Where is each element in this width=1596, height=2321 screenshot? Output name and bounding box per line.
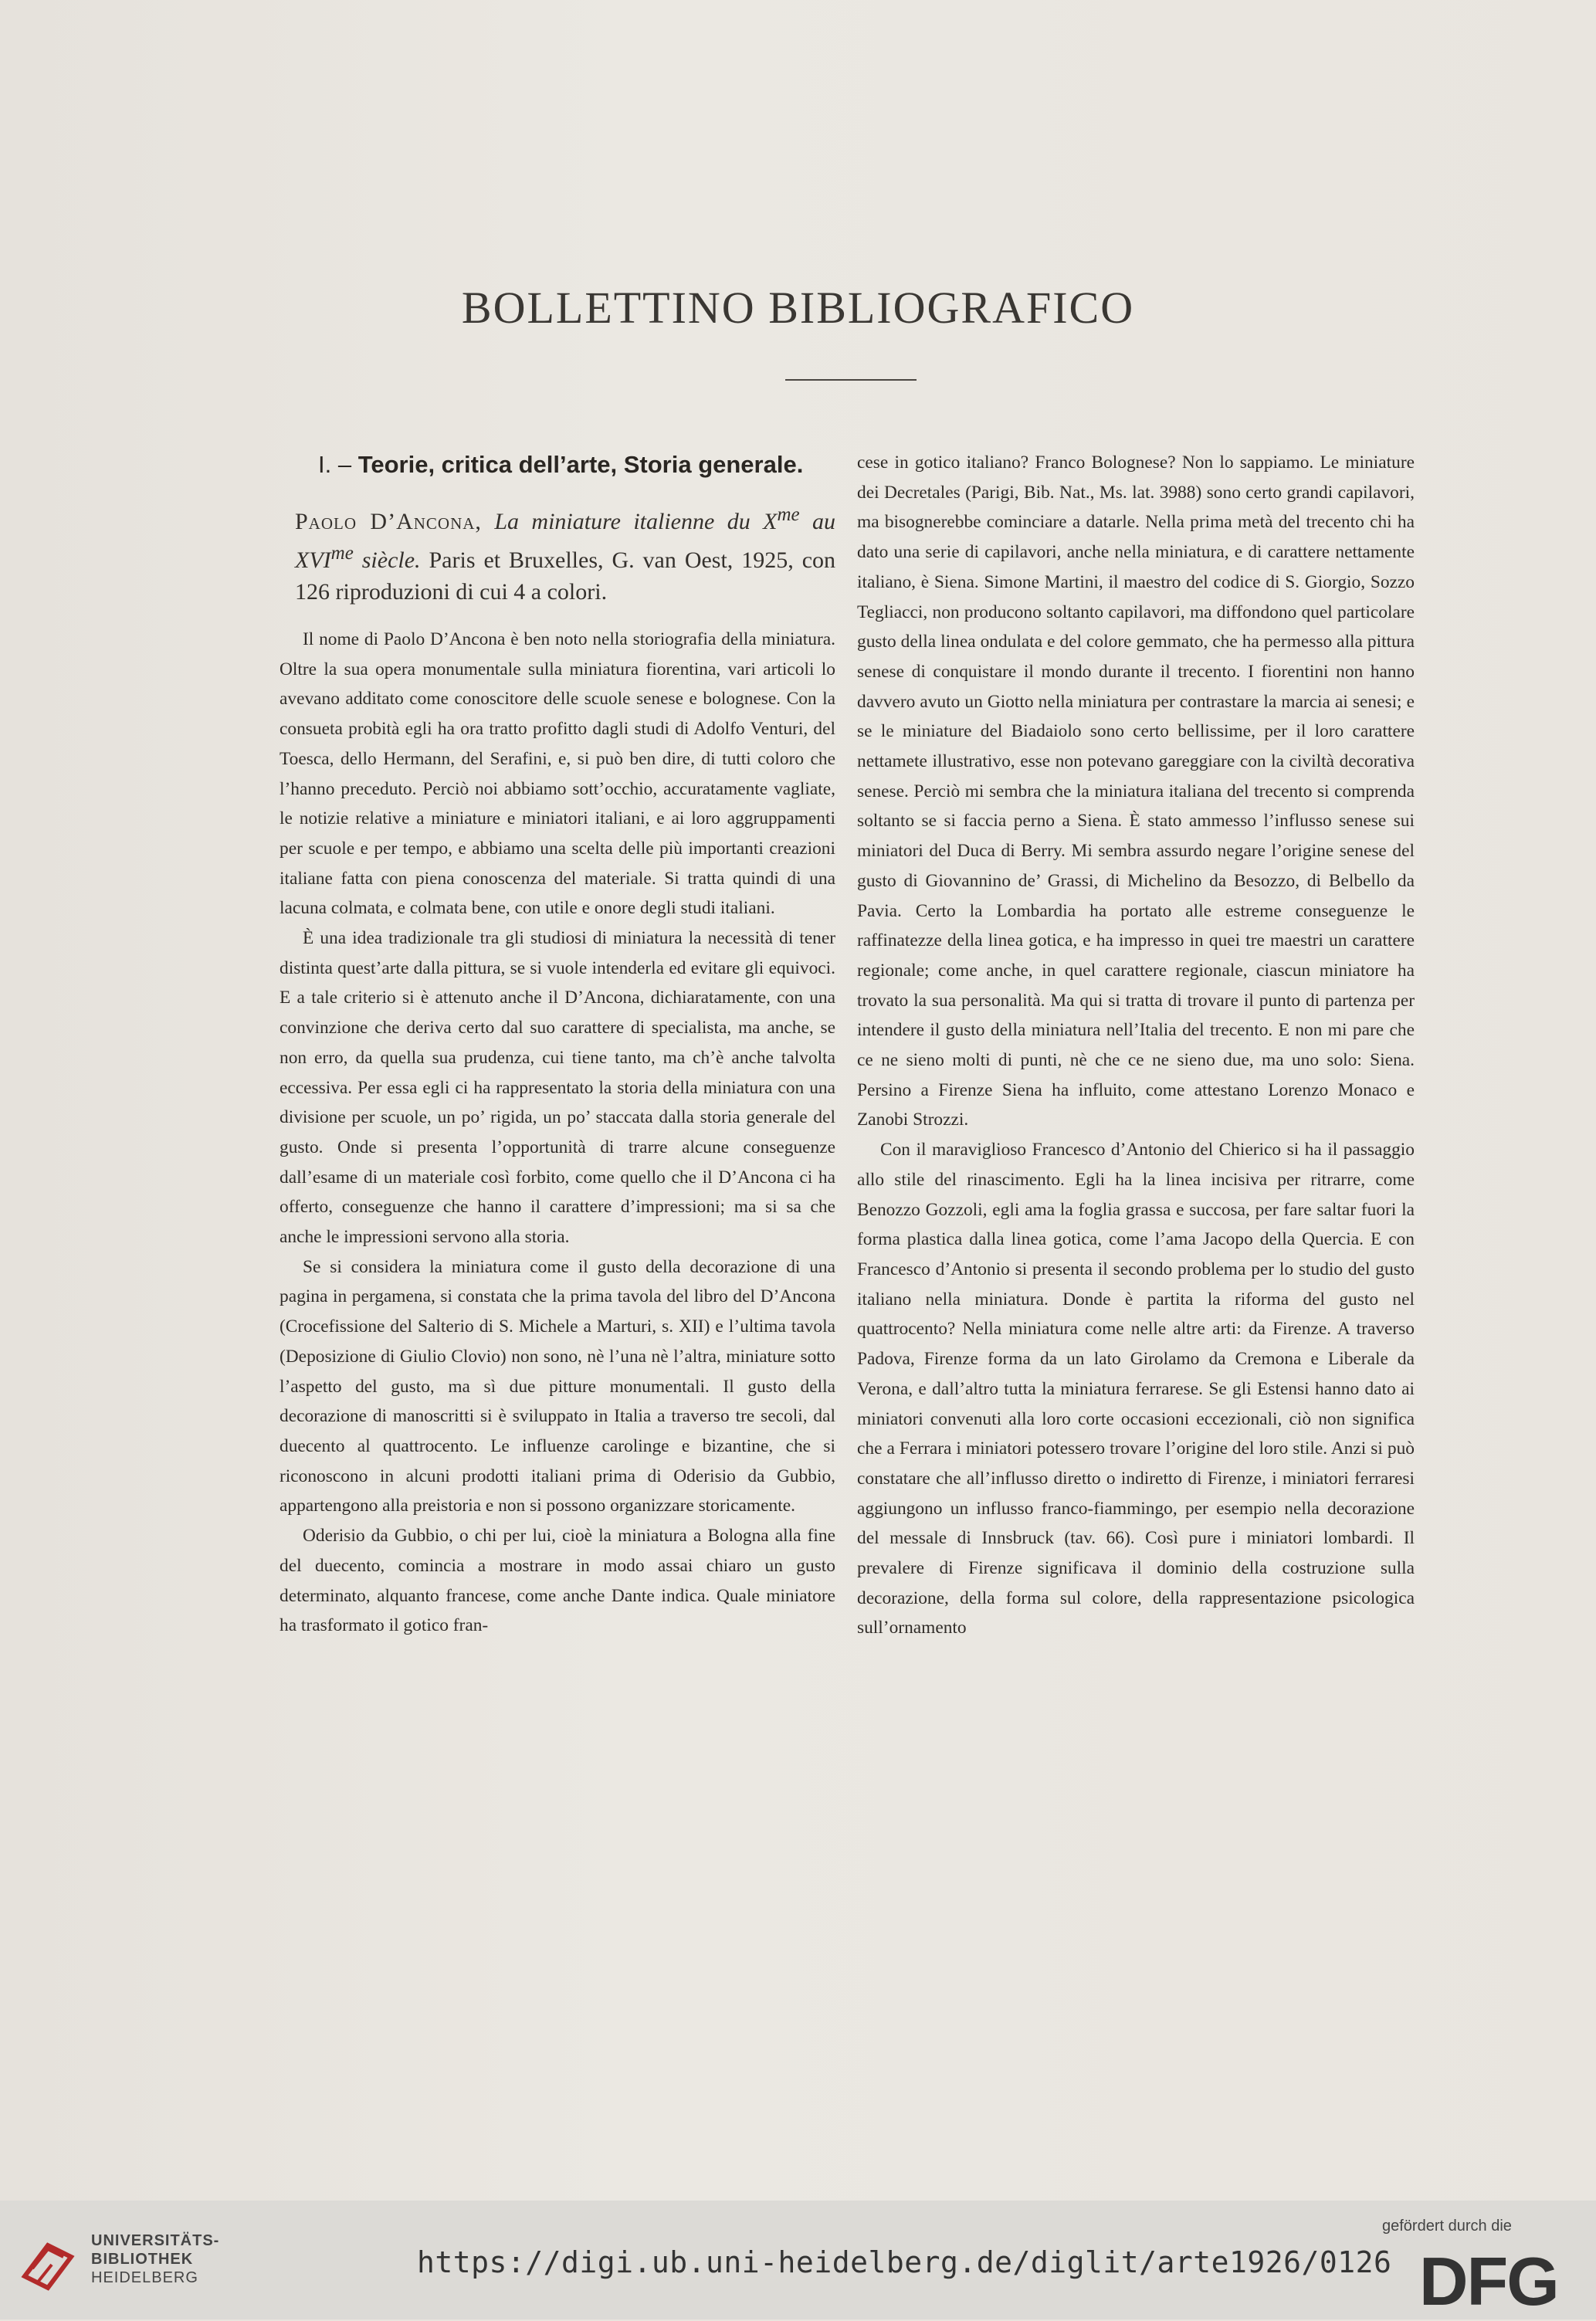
entry-title-sup2: me — [330, 543, 354, 564]
entry-title-part2: au XVI — [295, 509, 836, 573]
entry-title-part3: siècle. — [361, 547, 421, 573]
entry-title-part1: La miniature italienne du X — [494, 509, 778, 534]
bibliographic-entry — [295, 499, 835, 608]
entry-publication: Paris et Bruxelles, G. van Oest, 1925, con 126 riproduzioni di cui 4 a colori. — [295, 547, 836, 605]
entry-title-sup1: me — [777, 504, 800, 525]
library-name — [91, 2231, 219, 2287]
right-column — [857, 448, 1415, 1643]
library-line-2: BIBLIOTHEK — [91, 2251, 194, 2268]
library-line-3: HEIDELBERG — [91, 2269, 198, 2286]
title-divider — [785, 379, 917, 381]
left-column — [280, 448, 835, 1641]
section-title: Teorie, critica dell’arte, Storia generale. — [357, 451, 804, 478]
section-number: I. – — [318, 451, 352, 478]
entry-author: Paolo D’Ancona, — [295, 509, 482, 534]
left-paragraph-4: Oderisio da Gubbio, o chi per lui, cioè la miniatura a Bologna alla fine del duecento, comincia a mostrare in modo assai chiaro un gusto determinato, alquanto francese, come anche Dante indica. Quale miniatore ha trasformato il gotico fran- — [280, 1526, 835, 1636]
permalink-url[interactable]: https://digi.ub.uni-heidelberg.de/diglit/arte1926/0126 — [417, 2245, 1392, 2279]
left-paragraph-3: Se si considera la miniatura come il gusto della decorazione di una pagina in pergamena, si constata che la prima tavola del libro del D’Ancona (Crocefissione del Salterio di S. Michele a Marturi, s. XII) e l’ultima tavola (Deposizione di Giulio Clovio) non sono, nè l’una nè l’altra, miniature sotto l’aspetto del gusto, ma sì due pitture monumentali. Il gusto della decorazione di manoscritti si è sviluppato in Italia a traverso tre secoli, dal duecento al quattrocento. Le influenze carolinge e bizantine, che si riconoscono in alcuni prodotti italiani prima di Oderisio da Gubbio, appartengono alla preistoria e non si possono organizzare storicamente. — [280, 1256, 835, 1516]
dfg-logo: DFG — [1419, 2243, 1558, 2319]
funding-caption: gefördert durch die — [1382, 2218, 1512, 2235]
left-paragraph-2: È una idea tradizionale tra gli studiosi di miniatura la necessità di tener distinta quest’arte dalla pittura, se si vuole intenderla ed evitare gli equivoci. E a tale criterio si è attenuto anche il D’Ancona, dichiaratamente, con una convinzione che deriva certo dal suo carattere di specialista, ma anche, se non erro, da quella sua prudenza, cui tiene tanto, ma ch’è anche talvolta eccessiva. Per essa egli ci ha rappresentato la storia della miniatura con una divisione per scuole, un po’ rigida, un po’ staccata dalla storia generale del gusto. Onde si presenta l’opportunità di trarre alcune conseguenze dall’esame di un materiale così forbito, come quello che il D’Ancona ci ha offerto, conseguenze che hanno il carattere d’impressioni; ma si sa che anche le impressioni servono alla storia. — [280, 928, 835, 1248]
page-title: BOLLETTINO BIBLIOGRAFICO — [461, 283, 1135, 333]
right-paragraph-1: cese in gotico italiano? Franco Bolognese? Non lo sappiamo. Le miniature dei Decretales (Parigi, Bib. Nat., Ms. lat. 3988) sono certo grandi capilavori, ma bisognerebbe cominciare a datarle. Nella prima metà del trecento chi ha dato una serie di capilavori, anche nella miniatura, e di carattere nettamente italiano, è Siena. Simone Martini, il maestro del codice di S. Giorgio, Sozzo Tegliacci, non producono soltanto capilavori, ma diffondono quel particolare gusto della linea ondulata e del colore gemmato, che ha permesso alla pittura senese di conquistare il mondo durante il trecento. I fiorentini non hanno davvero avuto un Giotto nella miniatura per contrastare la marcia ai senesi; e se le miniature del Biadaiolo sono certo bellissime, per il loro carattere nettamete illustrativo, esse non potevano gareggiare con la civiltà decorativa senese. Perciò mi sembra che la miniatura italiana del trecento si comprenda soltanto se si faccia perno a Siena. È stato ammesso l’influsso senese sui miniatori del Duca di Berry. Mi sembra assurdo negare l’origine senese del gusto di Giovannino de’ Grassi, di Michelino da Besozzo, di Belbello da Pavia. Certo la Lombardia ha portato alle estreme conseguenze le raffinatezze della linea gotica, e ha impresso in quei tre maestri un carattere regionale; come anche, in quel carattere regionale, ciascun miniatore ha trovato la sua personalità. Ma qui si tratta di trovare il punto di partenza per intendere il gusto della miniatura nell’Italia del trecento. E non mi pare che ce ne sieno molti di punti, nè che ce ne sieno due, ma uno solo: Siena. Persino a Firenze Siena ha influito, come attestano Lorenzo Monaco e Zanobi Strozzi. — [857, 452, 1415, 1130]
section-heading — [318, 448, 835, 482]
digitization-footer — [0, 2201, 1596, 2319]
library-line-1: UNIVERSITÄTS- — [91, 2232, 220, 2249]
left-paragraph-1: Il nome di Paolo D’Ancona è ben noto nella storiografia della miniatura. Oltre la sua opera monumentale sulla miniatura fiorentina, vari articoli lo avevano additato come conoscitore delle scuole senese e bolognese. Con la consueta probità egli ha ora tratto profitto dagli studi di Adolfo Venturi, del Toesca, dello Hermann, del Serafini, e, si può ben dire, di tutti coloro che l’hanno preceduto. Perciò noi abbiamo sott’occhio, accuratamente vagliate, le notizie relative a miniature e miniatori italiani, e ai loro aggruppamenti per scuole e per tempo, e abbiamo una scelta delle più importanti creazioni italiane fatta con piena conoscenza del materiale. Si tratta quindi di una lacuna colmata, e colmata bene, con utile e onore degli studi italiani. — [280, 629, 835, 919]
library-logo-icon — [17, 2222, 79, 2299]
right-paragraph-2: Con il maraviglioso Francesco d’Antonio del Chierico si ha il passaggio allo stile del rinascimento. Egli ha la linea incisiva per ritrarre, come Benozzo Gozzoli, egli ama la foglia grassa e succosa, per fare saltar fuori la forma plastica dalla linea gotica, come l’ama Jacopo della Quercia. E con Francesco d’Antonio si presenta il secondo problema per lo studio del gusto italiano nella miniatura. Donde è partita la riforma del gusto nel quattrocento? Nella miniatura come nelle altre arti: da Firenze. A traverso Padova, Firenze forma da un lato Girolamo da Cremona e Liberale da Verona, e dall’altro tutta la miniatura ferrarese. Se gli Estensi hanno dato ai miniatori convenuti alla loro corte occasioni eccezionali, ciò non significa che a Ferrara i miniatori potessero trovare l’origine del loro stile. Anzi si può constatare che all’influsso diretto o indiretto di Firenze, i miniatori ferraresi aggiungono un influsso franco-fiammingo, per esempio nella decorazione del messale di Innsbruck (tav. 66). Così pure i miniatori lombardi. Il prevalere di Firenze significava il dominio della costruzione sulla decorazione, della forma sul colore, della rappresentazione psicologica sull’ornamento — [857, 1140, 1415, 1638]
